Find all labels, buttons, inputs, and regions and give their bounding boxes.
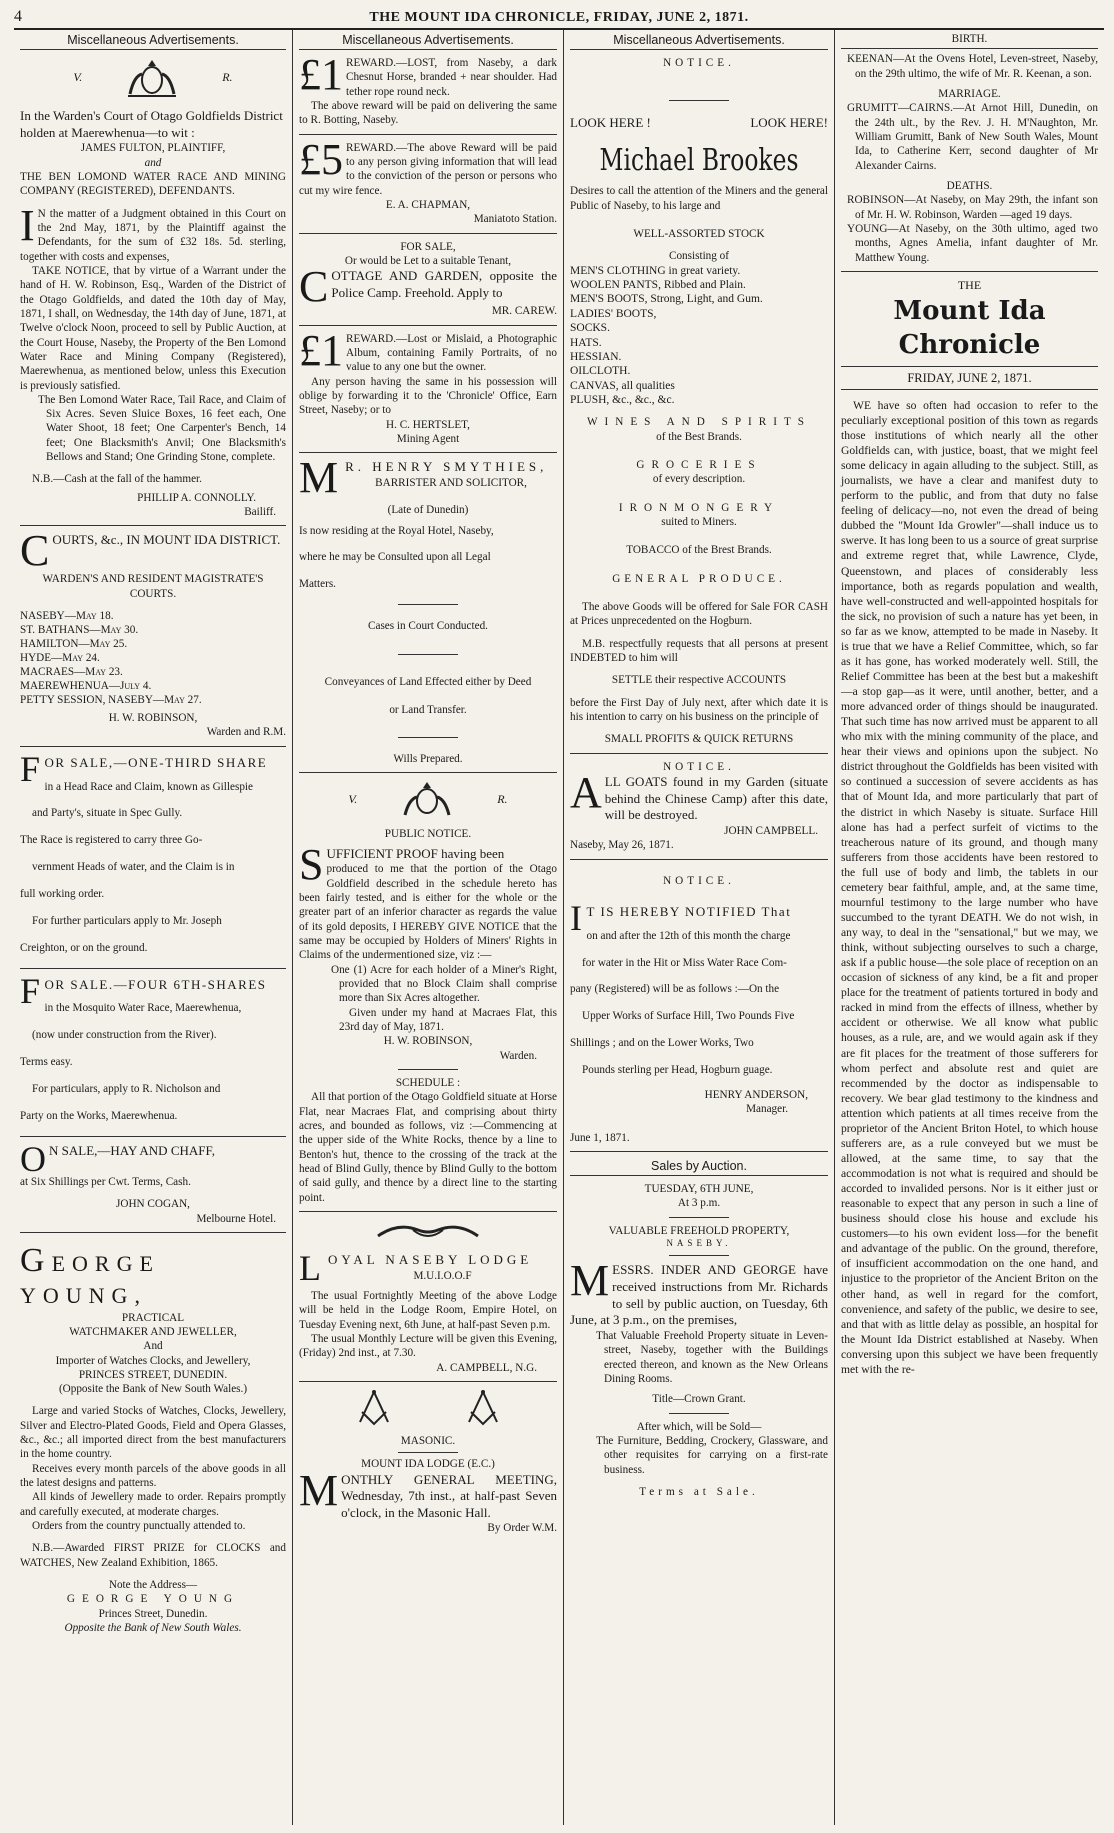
sale-share-advert [20,748,286,962]
sales-heading: Sales by Auction. [570,1156,828,1176]
naseby-label: NASEBY. [666,1237,732,1248]
court-date-0: NASEBY—May 18. [20,610,114,623]
handshake-icon [299,1218,557,1248]
public-notice: PUBLIC NOTICE. [384,828,472,841]
brookes-name: Michael Brookes [599,142,799,178]
young-opposite: Opposite the Bank of New South Wales. [64,1622,242,1635]
warden-name: H. W. ROBINSON, [108,712,198,725]
page-number: 4 [14,8,22,25]
watchmaker: WATCHMAKER AND JEWELLER, [69,1325,237,1338]
notified-line-4: Upper Works of Surface Hill, Two Pounds Five [582,1010,795,1023]
ironmongery-title: IRONMONGERY [618,501,780,514]
indebted-text: M.B. respectfully requests that all persons at present INDEBTED to him will [570,637,828,665]
stock-item-7: OILCLOTH. [570,365,631,378]
sale2-line-3: Terms easy. [20,1056,73,1069]
marriage-text: GRUMITT—CAIRNS.—At Arnot Hill, Dunedin, on the 24th ult., by the Rev. J. H. M'Naughton, Mr. William Grumitt, Bank of New South Wales, Mount Ida, to Catherine Kerr, second daughter of Mr Alexander Cairns. [847,102,1098,172]
crest-r: R. [222,70,233,85]
masonic-emblems [319,1388,537,1428]
reward1-b: The above reward will be paid on delivering the same to R. Botting, Naseby. [299,99,557,127]
cogan-hotel: Melbourne Hotel. [196,1212,276,1225]
column-3 [563,30,834,1825]
stock-item-6: HESSIAN. [570,350,622,363]
defendants: THE BEN LOMOND WATER RACE AND MINING COMPANY (REGISTERED), DEFENDANTS. [20,170,286,198]
courts-title: OURTS, &c., IN MOUNT IDA DISTRICT. [52,532,281,548]
water-notice [570,897,828,1084]
deaths-heading: DEATHS. [946,179,993,192]
court-title: In the Warden's Court of Otago Goldfields District holden at Maerewhenua—to wit : [20,108,283,140]
sale2-line-5: Party on the Works, Maerewhenua. [20,1109,178,1122]
consisting: Consisting of [669,250,729,263]
birth-text: KEENAN—At the Ovens Hotel, Leven-street, Naseby, on the 29th ultimo, the wife of Mr. R. Keenan, a son. [847,53,1098,80]
look-here-left: LOOK HERE ! [570,115,651,131]
stock-item-3: LADIES' BOOTS, [570,307,657,320]
muioof: M.U.I.O.O.F [413,1269,472,1282]
plaintiff: JAMES FULTON, PLAINTIFF, [80,142,226,155]
young-street: Princes Street, Dunedin. [98,1607,208,1620]
proof-head: UFFICIENT PROOF having been [326,845,505,861]
smythies-title: R. HENRY SMYTHIES, [345,459,548,475]
stock-items [570,264,828,408]
column-heading: Miscellaneous Advertisements. [570,30,828,50]
dropcap: S [299,839,324,889]
stock-item-2: MEN'S BOOTS, Strong, Light, and Gum. [570,293,763,306]
stock-item-0: MEN'S CLOTHING in great variety. [570,264,741,277]
note-address: Note the Address— [108,1579,198,1592]
groceries-title: GROCERIES [636,459,762,472]
notified-line-2: for water in the Hit or Miss Water Race Com- [582,956,787,969]
sale1-line-0: FOR SALE,—ONE-THIRD SHARE [20,748,268,789]
ida-lodge: MOUNT IDA LODGE (E.C.) [361,1458,495,1471]
sale2-line-0: FOR SALE.—FOUR 6TH-SHARES [20,970,267,1011]
chapman-station: Maniatoto Station. [473,213,557,226]
court-date-1: ST. BATHANS—May 30. [20,624,139,637]
at-3pm: At 3 p.m. [677,1197,721,1210]
smythies-line-0: Is now residing at the Royal Hotel, Naseby, [299,524,494,537]
editorial [841,398,1098,1377]
goats-text: LL GOATS found in my Garden (situate behind the Chinese Camp) after this date, will be destroyed. [604,773,828,823]
sale2-line-1: in the Mosquito Water Race, Maerewhenua, [44,1002,242,1015]
reward5-text: REWARD.—The above Reward will be paid to any person giving information that will lead to the conviction of the person or persons who cut my wire fence. [299,141,557,197]
column-2 [292,30,563,1825]
and-text: And [143,1340,163,1353]
sale-shares-advert [20,970,286,1130]
princes-street: PRINCES STREET, DUNEDIN. [78,1368,228,1381]
tobacco: TOBACCO of the Brest Brands. [626,544,772,557]
sale1-line-2: and Party's, situate in Spec Gully. [32,807,183,820]
stock-item-8: CANVAS, all qualities [570,379,675,392]
notice-title-3: NOTICE. [663,874,735,887]
death-2: YOUNG—At Naseby, on the 30th ultimo, aged two months, Agnes Amelia, infant daughter of Mr. Matthew Young. [847,222,1098,264]
before-text: before the First Day of July next, after which date it is his intention to carry on his business on the principle of [570,696,828,723]
importer: Importer of Watches Clocks, and Jewellery, [55,1354,251,1367]
dropcap: £5 [299,134,343,184]
compass-square-icon [463,1388,503,1428]
court-date-2: HAMILTON—May 25. [20,638,128,651]
notified-line-5: Shillings ; and on the Lower Works, Two [570,1037,754,1050]
dropcap: £1 [299,325,343,375]
monthly-text: ONTHLY GENERAL MEETING, Wednesday, 7th inst., at half-past Seven o'clock, in the Masonic Hall. [341,1471,557,1520]
column-1 [14,30,292,1825]
stock-item-1: WOOLEN PANTS, Ribbed and Plain. [570,279,746,292]
judgment-text: N the matter of a Judgment obtained in this Court on the 2nd May, 1871, by the Plaintiff against the Defendants, for the sum of £32 18s. 5d. sterling, together with costs and expenses, [20,207,286,263]
wines-sub: of the Best Brands. [656,430,742,443]
valuable-property: VALUABLE FREEHOLD PROPERTY, [608,1224,790,1237]
dropcap: C [299,262,329,312]
young-signature: GEORGE YOUNG [66,1593,240,1606]
notified-line-1: on and after the 12th of this month the charge [586,929,791,942]
editorial-text: WE have so often had occasion to refer to the peculiarly exceptional position of this town as regards those institutions of which nearly all the other Goldfields can, with justice, boast, that we might feel some delicacy in again alluding to the subject. Still, as journalists, we have a clear and manifest duty to perform to the public, and from that duty no false feeling of delicacy—no, not even the dread of being dubbed the "Mount Ida Growler"—shall induce us to swerve. It has long been to us a source of great surprise and extreme regret that, while Lawrence, Clyde, Queenstown, and places of considerably less importance, both as regards population and wealth, have well-constructed and well-appointed hospitals for the sick, no provision of such a nature has yet been, in so far as we know, attempted to be made in Naseby. It is true that we have a Relief Committee, which, so far as it has gone, has worked moderately well. Still, the Relief Committee has been at the best but a makeshift—a stop gap—as it were, until another, better, and a more advanced order of things should be inaugurated. That such time has now arrived must be apparent to all who mix with the mining community of the place, and hear their views and opinions upon the subject. No district throughout the Goldfields has been visited with so continued a succession of severe accidents as has that of Mount Ida, and more particularly that part of the district in which Naseby is situate. Surface Hill alone has had a perfect surfeit of victims to the treacherous nature of its ground, and though many sufferers from those accidents have been restored to the full use of body and limb, the tablets in our cemetery bear faithful, ample, and, at the same time, mournful testimony to the large number who have succumbed to the tyrant DEATH. We do not wish, in any way, to deal in the "sensational," but we may, we think, without subjecting ourselves to such a charge, ask if a public house—the sole place of reception on an occasion of sickness of any kind, be a fit and proper place for the treatment of patients tortured in body and racked in mind from the effects of illness, whether by accident or otherwise. We all know what public houses, as a rule, are, and we would again ask if they are fit places for the treatment of those sufferers for whom perfect and absolute rest and quiet are recommended by the doctor as indispensable to recovery. We bear glad testimony to the kindness and attention which patients at all times receive from the proprietor of the Ancient Briton Hotel, to which house sufferers are, as a rule conveyed but we must be allowed, at the same time, to say that the accommodation is not what is required and should be accorded to invalided persons. Nor is it either just or reasonable to expect that any person in such a line of business should close his house and exclude his customers—to his own evident loss—for the benefit and advantage of the public. On the ground, therefore, of insufficient accommodation on the one hand, and injustice to the proprietor of the Ancient Briton on the other hand, as well in regard for the comfort, convenience, and safety of the public, we desire to see, and that with as little delay as possible, an hospital for the Mount Ida District established at Naseby. When conversing upon this subject we have been frequently met with the re- [841,398,1098,1376]
given-text: Given under my hand at Macraes Flat, this 23rd day of May, 1871. [339,1006,557,1034]
court-date-6: PETTY SESSION, NASEBY—May 27. [20,694,202,707]
compass-square-icon [354,1388,394,1428]
notified-line-0: I T IS HEREBY NOTIFIED That [570,897,792,938]
look-here-row [570,115,828,132]
conveyances: Conveyances of Land Effected either by Deed [324,675,532,688]
court-date-5: MAEREWHENUA—July 4. [20,680,152,693]
and-text: and [144,156,162,169]
royal-crest [20,56,286,100]
sale1-line-7: Creighton, or on the ground. [20,941,148,954]
general-produce: GENERAL PRODUCE. [612,572,786,585]
smythies-line-2: Matters. [299,578,336,591]
album-text: REWARD.—Lost or Mislaid, a Photographic Album, containing Family Portraits, of no value to any one but the owner. [346,332,557,374]
young-p1: Large and varied Stocks of Watches, Clocks, Jewellery, Silver and Electro-Plated Goods, Field and Opera Glasses, &c., &c.; all imported direct from the best manufacturers in the home country. [20,1405,286,1461]
furniture: The Furniture, Bedding, Crockery, Glassware, and other requisites for carrying on a first-rate business. [596,1434,828,1476]
young-title: EORGE YOUNG, [20,1250,160,1309]
dropcap: I [20,200,35,250]
bailiff-title: Bailiff. [244,506,276,519]
terms-at-sale: Terms at Sale. [639,1485,759,1498]
hertslet-title: Mining Agent [396,432,460,445]
dropcap: A [570,767,602,817]
stock-item-5: HATS. [570,336,602,349]
cash-note: N.B.—Cash at the fall of the hammer. [32,473,202,486]
schedule-text: All that portion of the Otago Goldfield situate at Horse Flat, near Macraes Flat, and comprising about thirty acres, and bounded as follows, viz :—Commencing at the upper side of the White Rocks, thence by a line to Benton's hut, thence to the crossing of the track at the head of Blind Gully, thence by Blind Gully to the bottom of said gully, and thence by a direct line to the starting point. [299,1091,557,1204]
masthead [14,6,1104,30]
marriage-heading: MARRIAGE. [938,87,1001,100]
forsale-let: Or would be Let to a suitable Tenant, [344,254,512,267]
masthead-title: THE MOUNT IDA CHRONICLE, FRIDAY, JUNE 2, 1871. [369,10,749,25]
hay-text: at Six Shillings per Cwt. Terms, Cash. [20,1175,191,1188]
dropcap: M [299,1465,339,1515]
warden-title: Warden and R.M. [206,726,286,739]
schedule-title: SCHEDULE : [395,1077,461,1090]
sale1-line-6: For further particulars apply to Mr. Joseph [32,914,222,927]
loyal-p2: The usual Monthly Lecture will be given this Evening, (Friday) 2nd inst., at 7.30. [299,1332,557,1360]
inder-text: ESSRS. INDER AND GEORGE have received instructions from Mr. Richards to sell by public auction, on Tuesday, 6th June, at 3 p.m., on the premises, [570,1262,828,1328]
court-date-4: MACRAES—May 23. [20,666,123,679]
death-1: ROBINSON—At Naseby, on May 29th, the infant son of Mr. H. W. Robinson, Warden —aged 19 days. [847,194,1098,221]
ironmongery-sub: suited to Miners. [661,516,737,529]
sale1-line-1: in a Head Race and Claim, known as Gillespie [44,780,253,793]
sale2-line-2: (now under construction from the River). [32,1029,217,1042]
sale1-line-5: full working order. [20,888,105,901]
goats-date: Naseby, May 26, 1871. [570,839,674,852]
groceries-sub: of every description. [652,473,746,486]
proof-text: produced to me that the portion of the Otago Goldfield described in the schedule hereto has been fairly tested, and is either for the whole or the greater part of an inferior character as regards the value of its gold deposits, I HEREBY GIVE NOTICE that the same may be occupied by Holders of Miners' Rights in Claims of the undermentioned size, viz :— [299,863,557,962]
album-b: Any person having the same in his possession will oblige by forwarding it to the 'Chronicle' Office, Earn Street, Naseby; or to [299,375,557,417]
young-p2: Receives every month parcels of the above goods in all the latest designs and patterns. [20,1462,286,1490]
young-prize: N.B.—Awarded FIRST PRIZE for CLOCKS and WATCHES, New Zealand Exhibition, 1865. [20,1542,286,1569]
crest-r: R. [497,791,508,806]
stock-title: WELL-ASSORTED STOCK [633,228,765,240]
column-heading: Miscellaneous Advertisements. [299,30,557,50]
chronicle-title: Mount Ida Chronicle [893,296,1046,360]
carew: MR. CAREW. [491,305,557,318]
crown-grant: Title—Crown Grant. [652,1393,746,1406]
cogan-name: JOHN COGAN, [116,1198,190,1211]
royal-arms-icon [397,779,457,819]
hertslet-name: H. C. HERTSLET, [386,418,470,431]
column-heading: Miscellaneous Advertisements. [20,30,286,50]
smythies-line-1: where he may be Consulted upon all Legal [299,551,491,564]
royal-arms-icon [122,56,182,100]
bailiff-name: PHILLIP A. CONNOLLY. [137,491,256,504]
wills-prepared: Wills Prepared. [393,753,463,766]
chapman-name: E. A. CHAPMAN, [385,198,471,211]
anderson-title: Manager. [746,1103,788,1116]
young-p4: Orders from the country punctually attended to. [32,1520,246,1533]
column-4 [834,30,1104,1825]
sale1-line-3: The Race is registered to carry three Go- [20,834,203,847]
sale2-line-4: For particulars, apply to R. Nicholson and [32,1083,221,1096]
notified-line-3: pany (Registered) will be as follows :—On the [570,983,780,996]
after-which: After which, will be Sold— [636,1420,762,1433]
court-dates-list [20,609,286,707]
masonic-title: MASONIC. [400,1434,456,1447]
crest-v: V. [348,791,358,806]
notified-line-6: Pounds sterling per Head, Hogburn guage. [582,1064,773,1077]
forsale-title: FOR SALE, [400,240,456,253]
cases-conducted: Cases in Court Conducted. [368,620,488,633]
practical: PRACTICAL [121,1311,185,1324]
dropcap: £1 [299,50,343,99]
by-order: By Order W.M. [487,1522,557,1535]
dropcap: L [299,1247,325,1288]
anderson-name: HENRY ANDERSON, [704,1088,808,1101]
small-profits: SMALL PROFITS & QUICK RETURNS [604,733,794,746]
brookes-desires: Desires to call the attention of the Miners and the general Public of Naseby, to his large and [570,185,828,212]
cottage-text: OTTAGE AND GARDEN, opposite the Police Camp. Freehold. Apply to [331,268,557,300]
courts-subtitle: WARDEN'S AND RESIDENT MAGISTRATE'S COURTS. [42,573,264,600]
dropcap: M [570,1256,610,1306]
young-p3: All kinds of Jewellery made to order. Repairs promptly and carefully executed, at moderate charges. [20,1491,286,1518]
dropcap: O [20,1138,46,1179]
reward1-text: REWARD.—LOST, from Naseby, a dark Chesnut Horse, branded + near shoulder. Had tether rope round neck. [346,57,557,98]
loyal-p1: The usual Fortnightly Meeting of the above Lodge will be held in the Lodge Room, Empire Hotel, on Tuesday Evening next, 6th June, at half-past Seven p.m. [299,1289,557,1331]
late-of-dunedin: (Late of Dunedin) [387,504,469,517]
dropcap: F [20,970,42,1011]
property-list: The Ben Lomond Water Race, Tail Race, and Claim of Six Acres. Seven Sluice Boxes, 16 feet each, One Water Shoot, 18 feet; One Carpenter's Bench, 14 feet; One Blacksmith's Anvil; One Blacksmith's Bellows and Stand; One Grinding Stone, complete. [38,393,286,464]
wines-title: WINES AND SPIRITS [586,416,812,429]
dropcap: F [20,748,42,789]
dropcap: G [20,1241,52,1279]
royal-crest [299,779,557,819]
robinson-name: H. W. ROBINSON, [383,1035,473,1048]
sale1-line-4: vernment Heads of water, and the Claim is in [32,861,235,874]
notice-title: NOTICE. [663,57,735,69]
stock-item-4: SOCKS. [570,322,610,335]
acre-text: One (1) Acre for each holder of a Miner's Right, provided that no Block Claim shall comprise more than Six Acres altogether. [331,963,557,1005]
opposite-bank: (Opposite the Bank of New South Wales.) [58,1383,248,1396]
that-valuable: That Valuable Freehold Property situate in Leven-street, Naseby, together with the Buildings erected thereon, and known as the New Orleans Dining Rooms. [596,1329,828,1385]
campbell: A. CAMPBELL, N.G. [436,1361,537,1374]
notice-title-2: NOTICE. [663,760,735,773]
dropcap: I [570,897,584,938]
settle-accounts: SETTLE their respective ACCOUNTS [611,674,787,687]
smythies-lines [299,518,557,599]
birth-heading: BIRTH. [841,30,1098,49]
editorial-date: FRIDAY, JUNE 2, 1871. [841,366,1098,390]
loyal-title: OYAL NASEBY LODGE [328,1251,533,1267]
take-notice: TAKE NOTICE, that by virtue of a Warrant under the hand of H. W. Robinson, Esq., Warden of the District of the Otago Goldfields, and dated the 10th day of May, 1871, I shall, on Wednesday, the 14th day of June, 1871, at Twelve o'clock Noon, proceed to sell by Public Auction, at the Court House, Naseby, the Property of the Ben Lomond Water Race and Mining Company (Registered), Maerewhenua, as mentioned below, unless this Execution is previously satisfied. [20,264,286,392]
land-transfer: or Land Transfer. [389,703,467,716]
hay-title: N SALE,—HAY AND CHAFF, [49,1142,215,1158]
john-campbell: JOHN CAMPBELL. [724,824,818,837]
robinson-title: Warden. [499,1049,537,1062]
crest-v: V. [73,70,83,85]
barrister: BARRISTER AND SOLICITOR, [375,476,527,489]
dropcap: M [299,453,343,503]
stock-item-9: PLUSH, &c., &c., &c. [570,394,675,407]
the-label: THE [957,277,982,292]
court-date-3: HYDE—May 24. [20,652,100,665]
dropcap: C [20,526,50,576]
june-date: June 1, 1871. [570,1131,630,1144]
tuesday: TUESDAY, 6TH JUNE, [644,1182,754,1195]
offered-text: The above Goods will be offered for Sale FOR CASH at Prices unprecedented on the Hogburn. [570,601,828,628]
look-here-right: LOOK HERE! [750,115,828,131]
